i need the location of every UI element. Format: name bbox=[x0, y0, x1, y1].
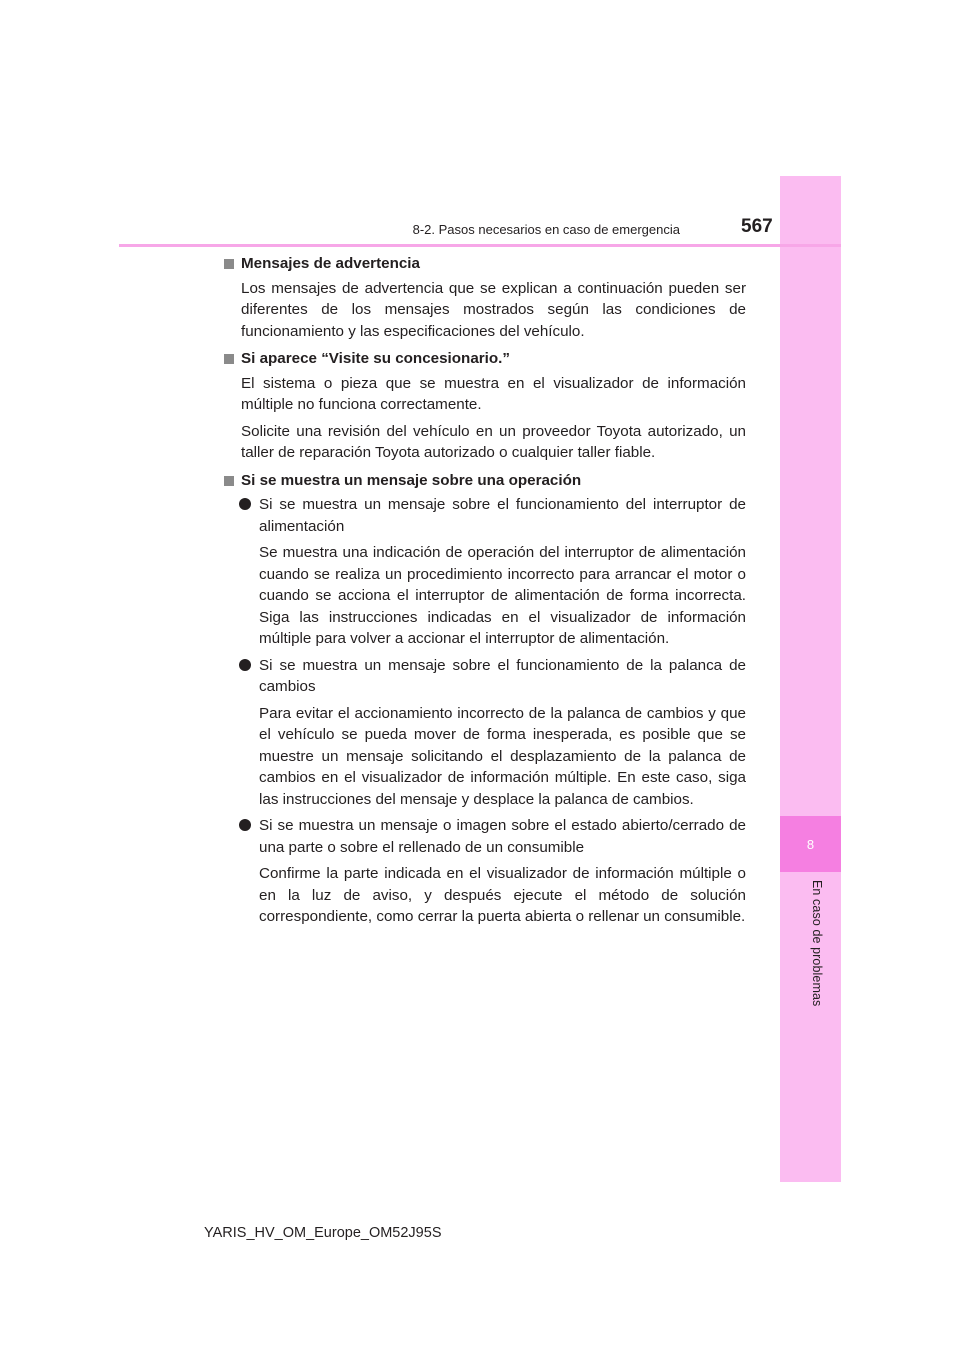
section-heading bbox=[224, 253, 746, 275]
page-content bbox=[224, 253, 746, 934]
header-section-title: 8-2. Pasos necesarios en caso de emergencia bbox=[412, 222, 680, 237]
section-visit-dealer bbox=[224, 348, 746, 464]
section-heading-text: Si se muestra un mensaje sobre una operación bbox=[241, 471, 582, 489]
section-heading-text: Si aparece “Visite su concesionario.” bbox=[241, 350, 510, 367]
bullet-title: Si se muestra un mensaje o imagen sobre el estado abierto/cerrado de una parte o sobre el rellenado de un consumible bbox=[259, 817, 746, 856]
round-bullet-icon bbox=[239, 659, 251, 671]
bullet-description: Se muestra una indicación de operación del interruptor de alimentación cuando se realiza un procedimiento incorrecto para arrancar el motor o cuando se acciona el interruptor de alimentación de forma incorrecta. Siga las instrucciones indicadas en el visualizador de información múltiple para volver a accionar el interruptor de alimentación. bbox=[259, 544, 746, 647]
chapter-side-tab bbox=[780, 176, 841, 1182]
square-bullet-icon bbox=[224, 259, 234, 269]
section-heading bbox=[224, 348, 746, 370]
paragraph: Los mensajes de advertencia que se explican a continuación pueden ser diferentes de los mensajes mostrados según las condiciones de funcionamiento y las especificaciones del vehículo. bbox=[241, 279, 746, 340]
section-heading-text: Mensajes de advertencia bbox=[241, 255, 420, 272]
footer-doc-code: YARIS_HV_OM_Europe_OM52J95S bbox=[204, 1225, 442, 1241]
bullet-description: Para evitar el accionamiento incorrecto de la palanca de cambios y que el vehículo se pueda mover de forma inesperada, es posible que se muestre un mensaje solicitando el desplazamiento de la palanca de cambios en el visualizador de información múltiple. En este caso, siga las instrucciones del mensaje y desplace la palanca de cambios. bbox=[259, 704, 746, 808]
page-number: 567 bbox=[741, 216, 773, 237]
header-divider bbox=[119, 244, 841, 247]
chapter-label: En caso de problemas bbox=[810, 880, 824, 1007]
bullet-item bbox=[224, 655, 746, 698]
section-operation-message bbox=[224, 470, 746, 928]
chapter-number-badge: 8 bbox=[780, 816, 841, 872]
round-bullet-icon bbox=[239, 819, 251, 831]
square-bullet-icon bbox=[224, 354, 234, 364]
square-bullet-icon bbox=[224, 476, 234, 486]
paragraph: El sistema o pieza que se muestra en el visualizador de información múltiple no funciona correctamente. bbox=[241, 374, 746, 413]
bullet-item bbox=[224, 815, 746, 858]
bullet-item bbox=[224, 494, 746, 537]
section-heading bbox=[224, 470, 746, 492]
bullet-description: Confirme la parte indicada en el visualizador de información múltiple o en la luz de aviso, y después ejecute el método de solución correspondiente, como cerrar la puerta abierta o rellenar un consumible. bbox=[259, 865, 746, 925]
bullet-title: Si se muestra un mensaje sobre el funcionamiento del interruptor de alimentación bbox=[259, 496, 746, 535]
section-warning-messages bbox=[224, 253, 746, 342]
round-bullet-icon bbox=[239, 498, 251, 510]
paragraph: Solicite una revisión del vehículo en un proveedor Toyota autorizado, un taller de reparación Toyota autorizado o cualquier taller fiable. bbox=[241, 422, 746, 461]
bullet-title: Si se muestra un mensaje sobre el funcionamiento de la palanca de cambios bbox=[259, 656, 746, 695]
